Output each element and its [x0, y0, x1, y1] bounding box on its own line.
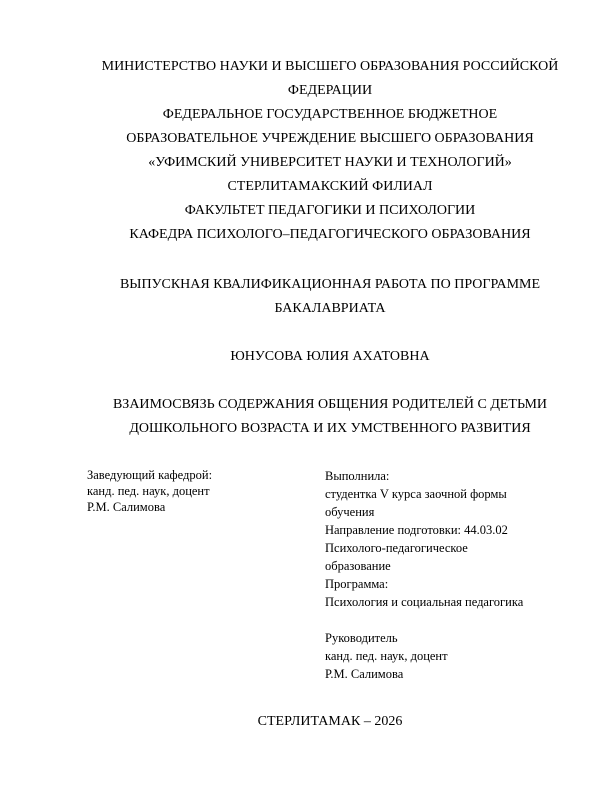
- thesis-title: [60, 393, 600, 441]
- institution-header: [60, 55, 600, 247]
- header-line: СТЕРЛИТАМАКСКИЙ ФИЛИАЛ: [227, 179, 433, 194]
- head-of-department-block: [87, 467, 307, 515]
- work-type-line: ВЫПУСКНАЯ КВАЛИФИКАЦИОННАЯ РАБОТА ПО ПРОГРАММЕ: [119, 277, 541, 292]
- work-type: [60, 273, 600, 321]
- header-line: ФЕДЕРАЛЬНОЕ ГОСУДАРСТВЕННОЕ БЮДЖЕТНОЕ: [162, 107, 498, 122]
- supervisor-line: Руководитель: [325, 631, 398, 645]
- supervisor-line: Р.М. Салимова: [325, 667, 404, 681]
- thesis-title-line: ДОШКОЛЬНОГО ВОЗРАСТА И ИХ УМСТВЕННОГО РАЗВИТИЯ: [129, 421, 531, 436]
- performer-block: [325, 467, 575, 683]
- head-of-department-line: Р.М. Салимова: [87, 500, 166, 514]
- header-line: «УФИМСКИЙ УНИВЕРСИТЕТ НАУКИ И ТЕХНОЛОГИЙ»: [148, 155, 512, 170]
- city-year: СТЕРЛИТАМАК – 2026: [257, 714, 403, 729]
- performer-line: Направление подготовки: 44.03.02: [325, 523, 508, 537]
- performer-line: Программа:: [325, 577, 389, 591]
- head-of-department-line: канд. пед. наук, доцент: [87, 484, 210, 498]
- performer-line: студентка V курса заочной формы: [325, 487, 507, 501]
- thesis-title-line: ВЗАИМОСВЯЗЬ СОДЕРЖАНИЯ ОБЩЕНИЯ РОДИТЕЛЕЙ С ДЕТЬМИ: [112, 397, 548, 412]
- performer-line: Психология и социальная педагогика: [325, 595, 524, 609]
- supervisor-line: канд. пед. наук, доцент: [325, 649, 448, 663]
- performer-line: Психолого-педагогическое: [325, 541, 468, 555]
- header-line: ФЕДЕРАЦИИ: [287, 83, 373, 98]
- author-name: ЮНУСОВА ЮЛИЯ АХАТОВНА: [230, 349, 430, 364]
- performer-line: образование: [325, 559, 391, 573]
- header-line: ФАКУЛЬТЕТ ПЕДАГОГИКИ И ПСИХОЛОГИИ: [184, 203, 476, 218]
- header-line: МИНИСТЕРСТВО НАУКИ И ВЫСШЕГО ОБРАЗОВАНИЯ РОССИЙСКОЙ: [101, 59, 559, 74]
- spacer: [325, 611, 575, 629]
- performer-line: Выполнила:: [325, 469, 390, 483]
- performer-line: обучения: [325, 505, 375, 519]
- work-type-line: БАКАЛАВРИАТА: [274, 301, 386, 316]
- header-line: КАФЕДРА ПСИХОЛОГО–ПЕДАГОГИЧЕСКОГО ОБРАЗОВАНИЯ: [129, 227, 531, 242]
- header-line: ОБРАЗОВАТЕЛЬНОЕ УЧРЕЖДЕНИЕ ВЫСШЕГО ОБРАЗОВАНИЯ: [126, 131, 534, 146]
- head-of-department-line: Заведующий кафедрой:: [87, 468, 213, 482]
